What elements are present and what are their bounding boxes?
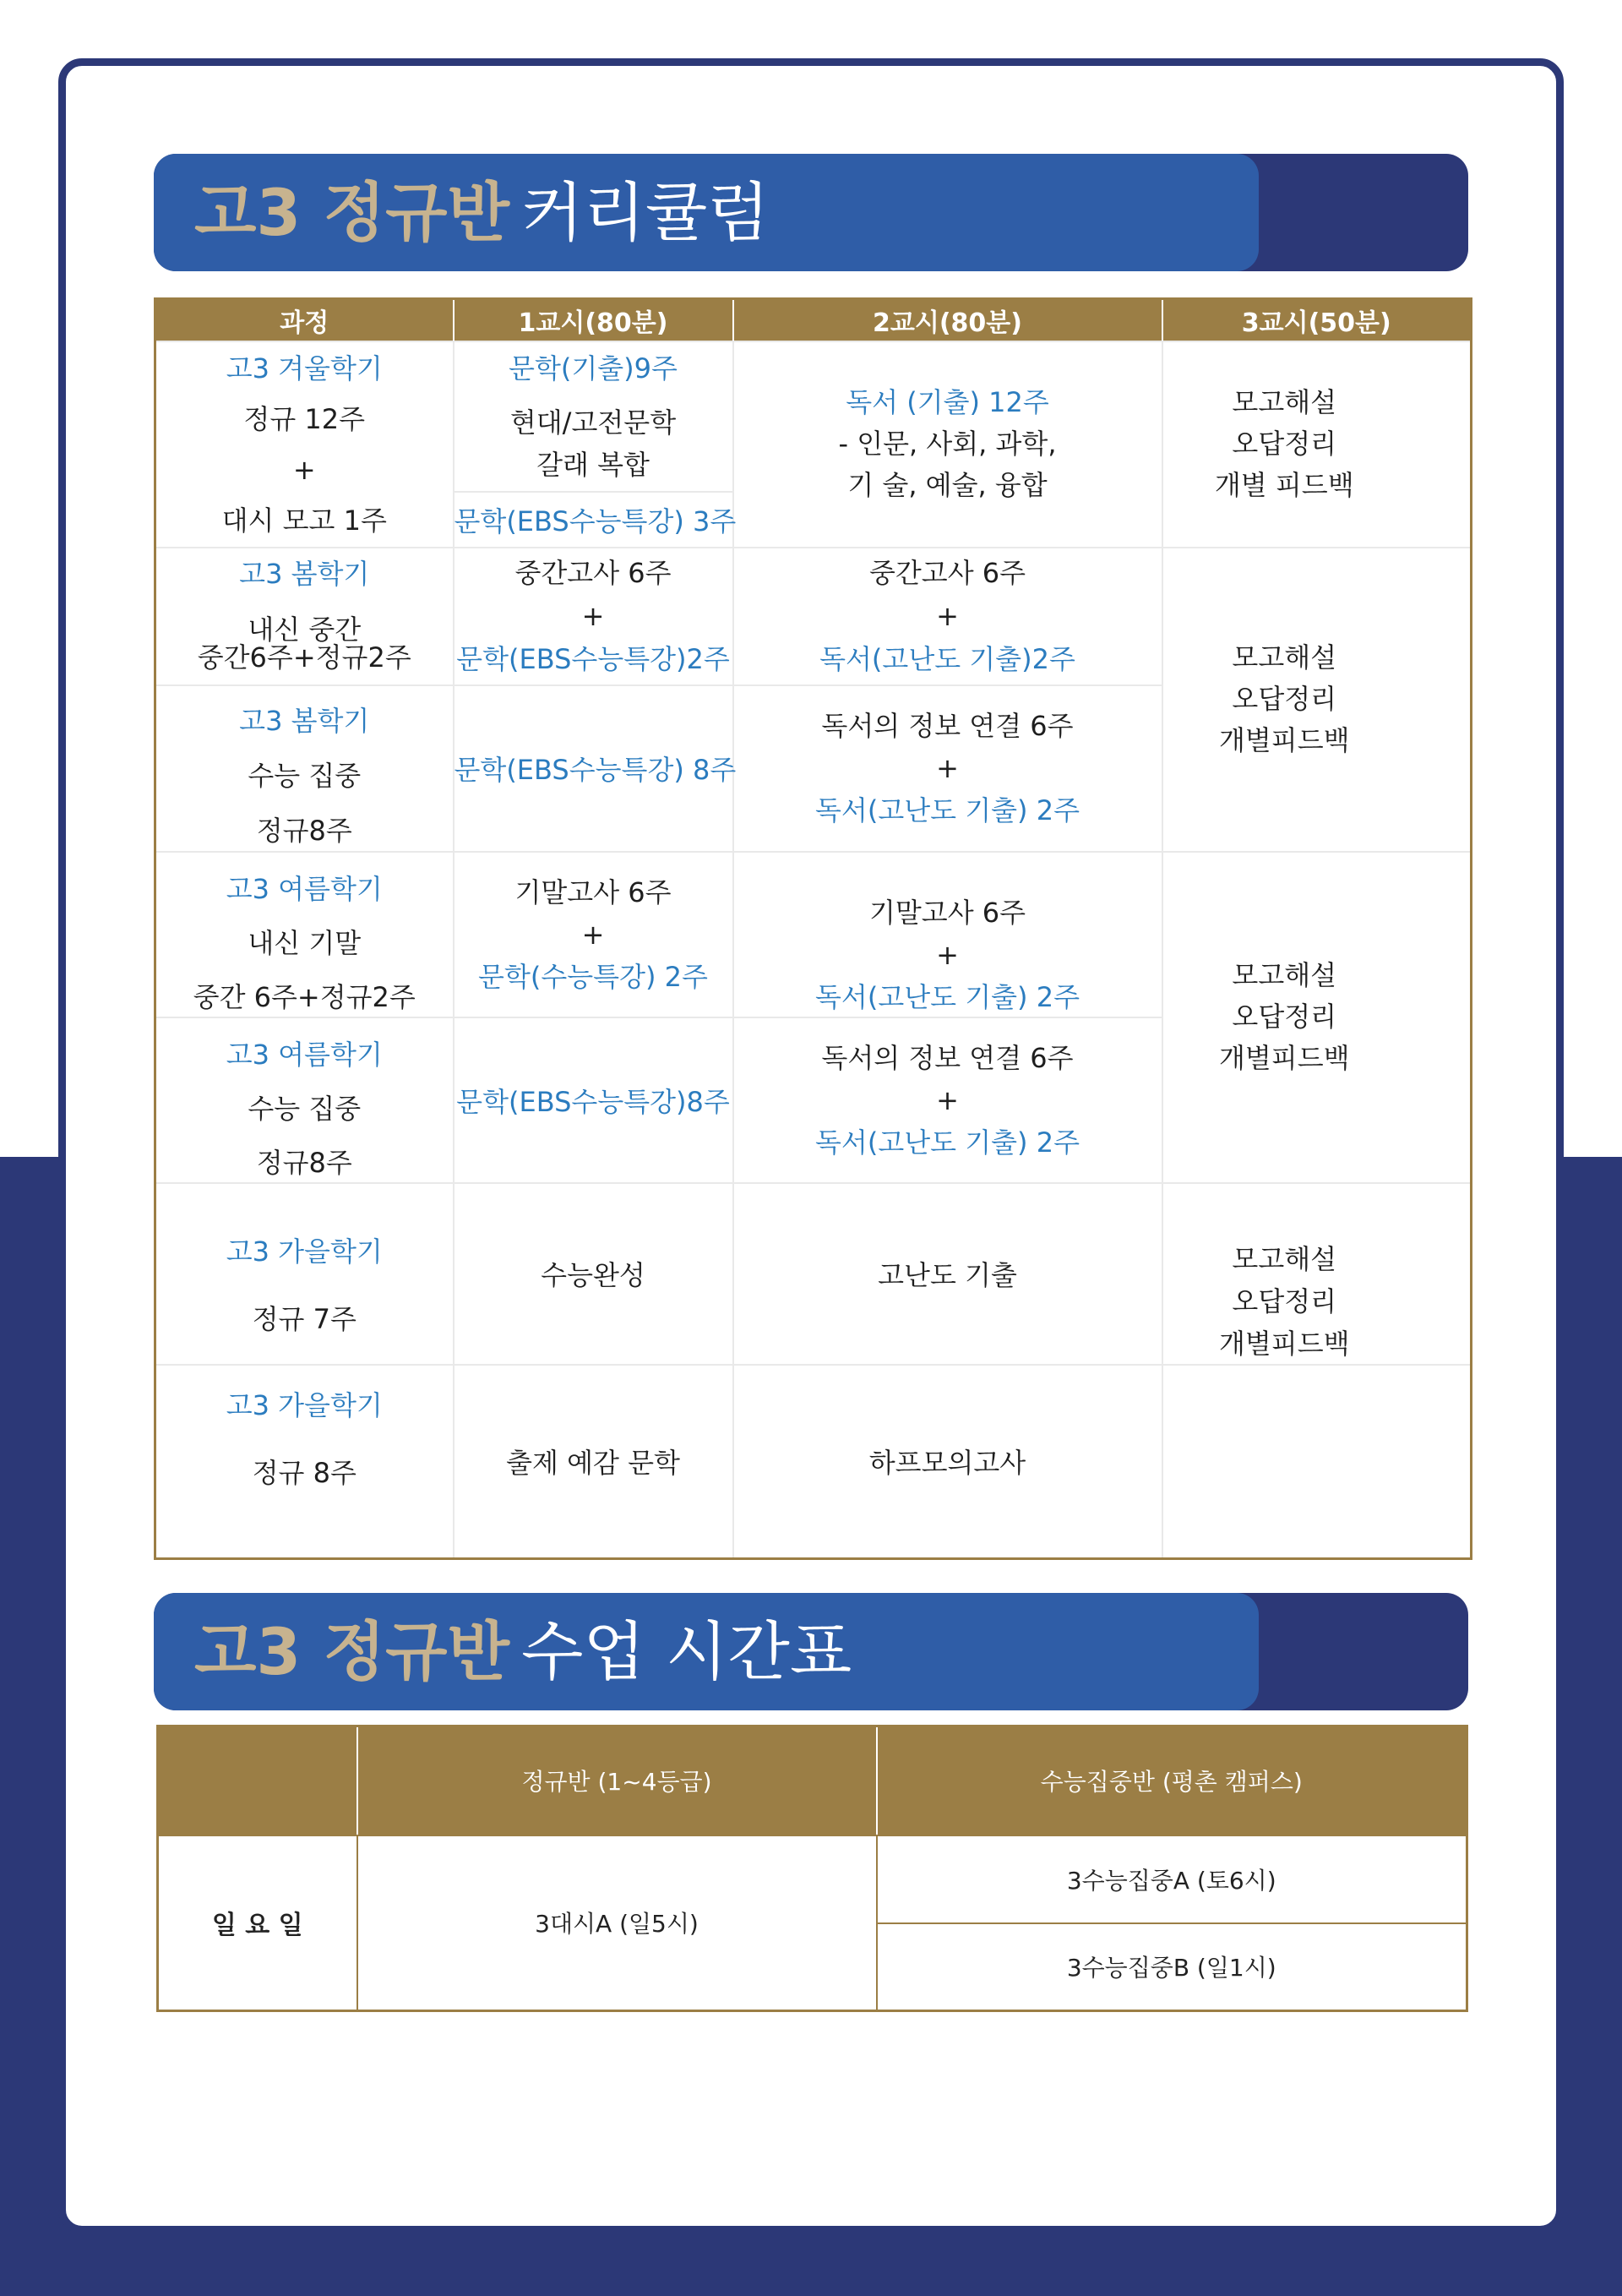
curriculum-header [155,299,1472,341]
term-detail: 중간 6주+정규2주 [193,980,416,1013]
term-title: 고3 겨울학기 [226,352,383,384]
fall8-period2-cell [733,1365,1162,1559]
header-period3: 3교시(50분) [1162,299,1472,341]
winter-period2 [734,382,1162,506]
summer-final-period2-cell [733,852,1162,1017]
timetable-header [158,1726,1467,1835]
fall8-course [156,1372,453,1507]
term-title: 고3 가을학기 [226,1389,383,1422]
subject-detail: 독서의 정보 연결 6주 [821,1041,1074,1074]
fall8-course-cell [155,1365,454,1559]
summer-csat-period2 [734,1037,1162,1164]
period3-item: 모고해설 [1232,641,1337,674]
spring-csat-period1-cell [454,685,737,852]
header-csat-class: 수능집중반 (평촌 캠퍼스) [877,1726,1467,1835]
winter-period3 [1163,382,1407,506]
spring-csat-course-cell [155,685,454,852]
winter-course [156,343,453,546]
subject-title: 문학(수능특강) 2주 [478,960,708,993]
term-detail: 정규8주 [256,814,352,847]
plus-sign: + [292,453,316,486]
spring-midterm-period1 [454,552,732,681]
term-detail: 대시 모고 1주 [221,504,387,537]
header-period1: 1교시(80분) [454,299,733,341]
fall7-course [156,1218,453,1353]
fall8-period3-cell [1162,1365,1472,1559]
term-title: 고3 여름학기 [226,872,383,905]
subject-title: 독서(고난도 기출)2주 [819,642,1075,675]
term-detail: 정규 8주 [252,1457,357,1490]
subject-title: 문학(기출)9주 [509,352,678,384]
period3-item: 모고해설 [1232,1243,1337,1275]
summer-csat-course [156,1028,453,1190]
term-detail: 수능 집중 [248,759,362,792]
subject-title: 문학(EBS수능특강)8주 [456,1085,730,1118]
subject-title: 독서 (기출) 12주 [846,386,1049,418]
summer-period3 [1163,955,1407,1079]
subject-detail: 갈래 복합 [536,448,650,481]
timetable-title [154,1593,1259,1710]
subject-detail: 수능완성 [541,1259,645,1291]
subject-title: 독서(고난도 기출) 2주 [815,980,1080,1013]
period3-item: 오답정리 [1232,1285,1337,1317]
winter-period1 [454,347,732,486]
day-sunday: 일 요 일 [158,1835,357,2011]
summer-period3-cell [1162,852,1472,1183]
fall8-period1-cell [454,1365,733,1559]
period3-item: 개별피드백 [1218,1328,1350,1360]
timetable-body [158,1835,1467,2011]
subject-detail: 기말고사 6주 [514,875,672,908]
term-detail: 중간6주+정규2주 [197,641,411,674]
plus-sign: + [581,918,605,951]
curriculum-body [155,341,1472,1559]
curriculum-title-highlight: 고3 정규반 [194,175,510,250]
table-row-winter [155,341,1472,492]
period3-item: 오답정리 [1232,683,1337,715]
spring-period3 [1163,637,1407,761]
table-row [158,1835,1467,1923]
spring-csat-period2 [734,705,1162,832]
timetable-title-bar [154,1593,1468,1710]
timetable-title-highlight: 고3 정규반 [194,1614,510,1689]
timetable-table [156,1725,1468,2012]
period3-item: 개별피드백 [1218,1042,1350,1074]
spring-midterm-period2 [734,552,1162,681]
subject-detail: 기말고사 6주 [868,896,1026,929]
subject-title: 독서(고난도 기출) 2주 [815,794,1080,826]
term-detail: 내신 중간 [248,614,362,646]
period3-item: 모고해설 [1232,386,1337,418]
summer-final-course-cell [155,852,454,1017]
plus-sign: + [936,938,959,971]
spring-midterm-period1-cell [454,548,733,685]
subject-title: 독서(고난도 기출) 2주 [815,1126,1080,1159]
table-row-spring-midterm [155,548,1472,685]
fall7-period2-cell [733,1183,1162,1365]
plus-sign: + [581,599,605,632]
table-row-fall-8 [155,1365,1472,1559]
plus-sign: + [936,1083,959,1116]
header-row [158,1726,1467,1835]
header-course: 과정 [155,299,454,341]
summer-csat-period2-cell [733,1017,1162,1183]
subject-detail: 고난도 기출 [878,1259,1017,1291]
term-title: 고3 여름학기 [226,1038,383,1071]
term-detail: 수능 집중 [248,1092,362,1125]
regular-slot: 3대시A (일5시) [357,1835,877,2011]
subject-title: 문학(EBS수능특강)2주 [456,642,730,675]
term-detail: 내신 기말 [248,926,362,959]
table-row-fall-7 [155,1183,1472,1365]
curriculum-title-rest: 커리큘럼 [521,175,770,250]
term-detail: 정규 12주 [243,402,366,435]
term-title: 고3 봄학기 [239,704,370,737]
fall7-period3-cell [1162,1183,1472,1365]
winter-period2-cell [733,341,1162,548]
winter-period3-cell [1162,341,1472,548]
spring-midterm-period2-cell [733,548,1162,685]
summer-final-course [156,862,453,1024]
spring-csat-period2-cell [733,685,1162,852]
term-detail: 정규8주 [256,1146,352,1179]
summer-final-period1 [454,871,732,998]
period3-item: 오답정리 [1232,1001,1337,1033]
summer-csat-course-cell [155,1017,454,1183]
fall7-period1-cell [454,1183,733,1365]
spring-midterm-course-cell [155,548,454,685]
subject-detail: 기 술, 예술, 융합 [847,469,1048,501]
subject-detail: 중간고사 6주 [514,556,672,589]
header-blank [158,1726,357,1835]
term-detail: 정규 7주 [252,1303,357,1335]
subject-title: 문학(EBS수능특강) 3주 [454,504,737,537]
timetable-title-rest: 수업 시간표 [521,1614,852,1689]
period3-item: 개별피드백 [1218,724,1350,756]
winter-course-cell [155,341,454,548]
period3-item: 모고해설 [1232,959,1337,991]
subject-detail: 독서의 정보 연결 6주 [821,710,1074,742]
subject-title: 문학(EBS수능특강) 8주 [454,754,737,786]
csat-slot: 3수능집중B (일1시) [877,1923,1467,2011]
spring-period3-cell [1162,548,1472,852]
spring-csat-course [156,694,453,859]
summer-final-period2 [734,892,1162,1018]
csat-slot: 3수능집중A (토6시) [877,1835,1467,1923]
winter-period1-cell [454,341,733,492]
header-regular-class: 정규반 (1~4등급) [357,1726,877,1835]
header-period2: 2교시(80분) [733,299,1162,341]
term-title: 고3 봄학기 [239,558,370,590]
winter-period1-bottom-cell [454,492,737,548]
term-title: 고3 가을학기 [226,1235,383,1268]
summer-final-period1-cell [454,852,733,1017]
period3-item: 오답정리 [1232,428,1337,460]
plus-sign: + [936,599,959,632]
subject-detail: 하프모의고사 [868,1447,1026,1480]
table-row-summer-final [155,852,1472,1017]
summer-csat-period1-cell [454,1017,733,1183]
subject-detail: 현대/고전문학 [509,406,677,439]
spring-midterm-course [156,560,453,672]
header-row [155,299,1472,341]
subject-detail: 중간고사 6주 [868,556,1026,589]
subject-detail: - 인문, 사회, 과학, [838,428,1057,460]
fall7-period3 [1163,1238,1407,1365]
curriculum-title-bar [154,154,1468,271]
subject-detail: 출제 예감 문학 [506,1447,680,1480]
fall7-course-cell [155,1183,454,1365]
period3-item: 개별 피드백 [1214,469,1354,501]
curriculum-title [154,154,1259,271]
curriculum-table [154,297,1472,1560]
plus-sign: + [936,752,959,784]
